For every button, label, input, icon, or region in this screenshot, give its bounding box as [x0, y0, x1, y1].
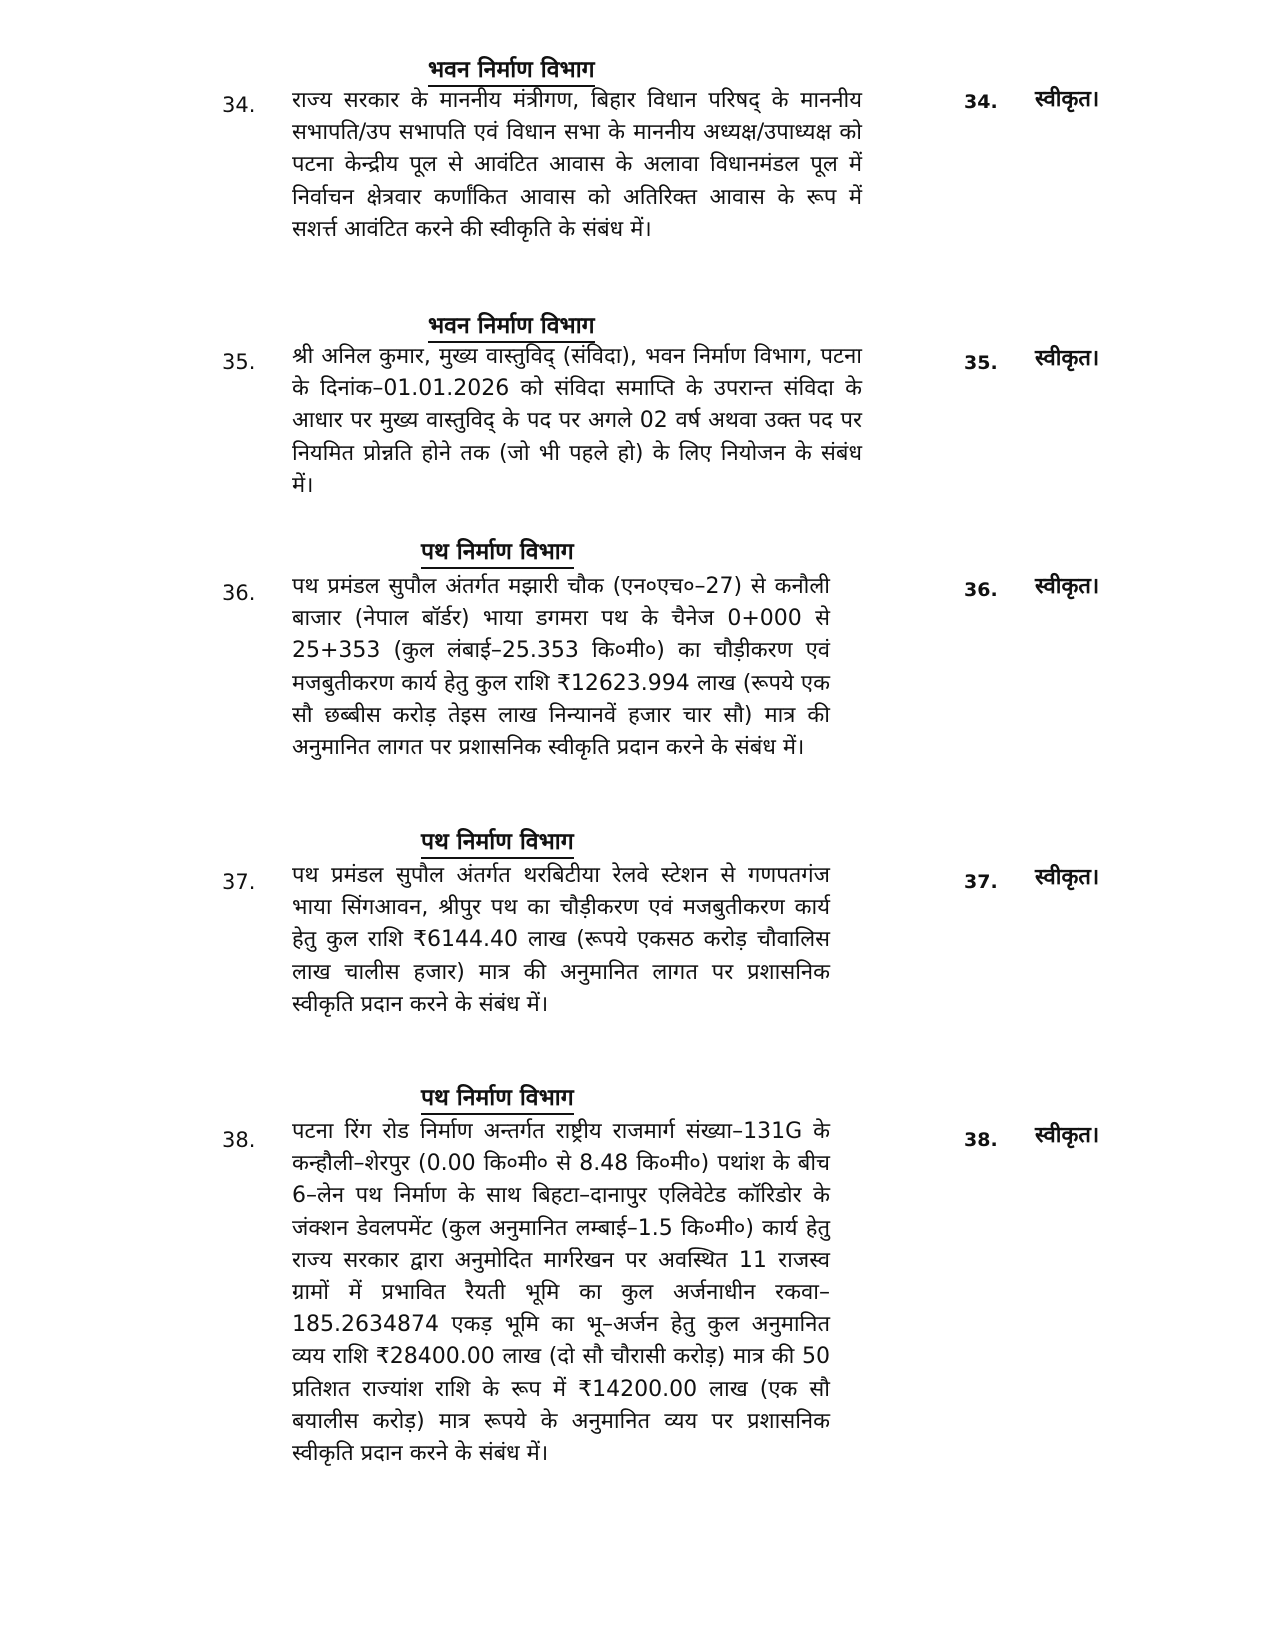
item-description: पथ प्रमंडल सुपौल अंतर्गत थरबिटीया रेलवे स्टेशन से गणपतगंज भाया सिंगआवन, श्रीपुर पथ का चौड़ीकरण एवं मजबुतीकरण कार्य हेतु कुल राशि ₹6144.40 लाख (रूपये एकसठ करोड़ चौवालिस लाख चालीस हजार) मात्र की अनुमानित लागत पर प्रशासनिक स्वीकृति प्रदान करने के संबंध में। [292, 863, 830, 1017]
department-heading: पथ निर्माण विभाग [421, 538, 574, 569]
department-heading: पथ निर्माण विभाग [421, 1084, 574, 1115]
department-heading: भवन निर्माण विभाग [428, 312, 595, 343]
item-description: राज्य सरकार के माननीय मंत्रीगण, बिहार विधान परिषद् के माननीय सभापति/उप सभापति एवं विधान सभा के माननीय अध्यक्ष/उपाध्यक्ष को पटना केन्द्रीय पूल से आवंटित आवास के अलावा विधानमंडल पूल में निर्वाचन क्षेत्रवार कर्णांकित आवास को अतिरिक्त आवास के रूप में सशर्त्त आवंटित करने की स्वीकृति के संबंध में। [292, 88, 862, 242]
department-heading: पथ निर्माण विभाग [421, 828, 574, 859]
department-heading: भवन निर्माण विभाग [428, 56, 595, 87]
result-number: 35. [964, 352, 998, 374]
item-number: 36. [222, 581, 256, 605]
item-description: श्री अनिल कुमार, मुख्य वास्तुविद् (संविदा), भवन निर्माण विभाग, पटना के दिनांक–01.01.2026 को संविदा समाप्ति के उपरान्त संविदा के आधार पर मुख्य वास्तुविद् के पद पर अगले 02 वर्ष अथवा उक्त पद पर नियमित प्रोन्नति होने तक (जो भी पहले हो) के लिए नियोजन के संबंध में। [292, 344, 862, 498]
approval-status: स्वीकृत। [1035, 574, 1100, 599]
item-number: 35. [222, 350, 256, 374]
result-number: 37. [964, 871, 998, 893]
result-number: 38. [964, 1129, 998, 1151]
approval-status: स्वीकृत। [1035, 346, 1100, 371]
item-number: 34. [222, 93, 256, 117]
item-description: पटना रिंग रोड निर्माण अन्तर्गत राष्ट्रीय राजमार्ग संख्या–131G के कन्हौली–शेरपुर (0.00 कि०मी० से 8.48 कि०मी०) पथांश के बीच 6–लेन पथ निर्माण के साथ बिहटा–दानापुर एलिवेटेड कॉरिडोर के जंक्शन डेवलपमेंट (कुल अनुमानित लम्बाई–1.5 कि०मी०) कार्य हेतु राज्य सरकार द्वारा अनुमोदित मार्गरेखन पर अवस्थित 11 राजस्व ग्रामों में प्रभावित रैयती भूमि का कुल अर्जनाधीन रकवा–185.2634874 एकड़ भूमि का भू–अर्जन हेतु कुल अनुमानित व्यय राशि ₹28400.00 लाख (दो सौ चौरासी करोड़) मात्र की 50 प्रतिशत राज्यांश राशि के रूप में ₹14200.00 लाख (एक सौ बयालीस करोड़) मात्र रूपये के अनुमानित व्यय पर प्रशासनिक स्वीकृति प्रदान करने के संबंध में। [292, 1119, 830, 1467]
item-number: 37. [222, 870, 256, 894]
item-number: 38. [222, 1128, 256, 1152]
result-number: 34. [964, 91, 998, 113]
approval-status: स्वीकृत। [1035, 1123, 1100, 1148]
approval-status: स्वीकृत। [1035, 87, 1100, 112]
result-number: 36. [964, 579, 998, 601]
approval-status: स्वीकृत। [1035, 865, 1100, 890]
item-description: पथ प्रमंडल सुपौल अंतर्गत मझारी चौक (एन०एच०–27) से कनौली बाजार (नेपाल बॉर्डर) भाया डगमरा पथ के चैनेज 0+000 से 25+353 (कुल लंबाई–25.353 कि०मी०) का चौड़ीकरण एवं मजबुतीकरण कार्य हेतु कुल राशि ₹12623.994 लाख (रूपये एक सौ छब्बीस करोड़ तेइस लाख निन्यानवें हजार चार सौ) मात्र की अनुमानित लागत पर प्रशासनिक स्वीकृति प्रदान करने के संबंध में। [292, 574, 830, 761]
